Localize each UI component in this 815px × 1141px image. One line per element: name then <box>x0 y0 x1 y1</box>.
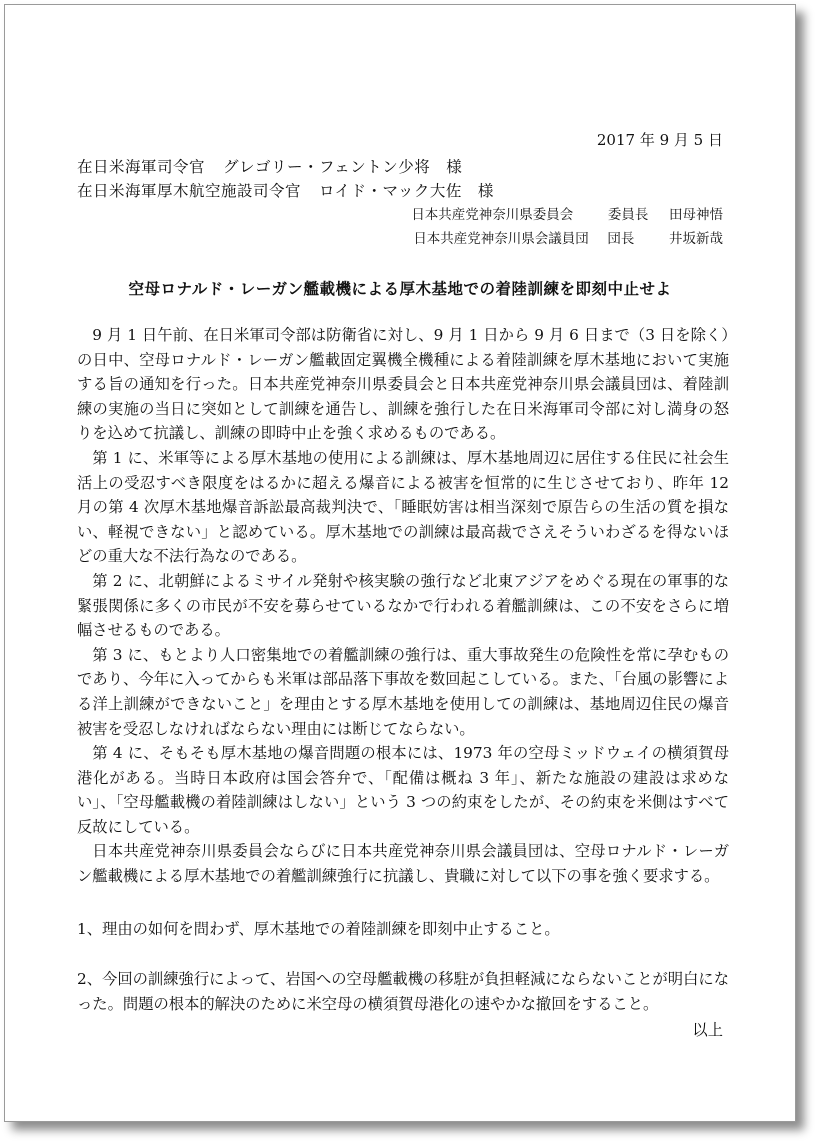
sender-1-org: 日本共産党神奈川県委員会 <box>411 207 574 223</box>
body-paragraph: 第 1 に、米軍等による厚木基地の使用による訓練は、厚木基地周辺に居住する住民に社会生活上の受忍すべき限度をはるかに超える爆音による被害を恒常的に生じさせており、昨年 12 月の第 4 次厚木基地爆音訴訟最高裁判決で、「睡眠妨害は相当深刻で原告らの生活の質を損ない、軽視できない」と認めている。厚木基地での訓練は最高裁でさえそういわざるを得ないほどの重大な不法行為なのである。 <box>77 448 729 566</box>
demand-item-1: 1、理由の如何を問わず、厚木基地での着陸訓練を即刻中止すること。 <box>77 920 560 938</box>
document-title: 空母ロナルド・レーガン艦載機による厚木基地での着陸訓練を即刻中止せよ <box>128 279 672 298</box>
body-paragraph: 9 月 1 日午前、在日米軍司令部は防衛省に対し、9 月 1 日から 9 月 6 日まで（3 日を除く）の日中、空母ロナルド・レーガン艦載固定翼機全機種による着陸訓練を厚木基地において実施する旨の通知を行った。日本共産党神奈川県委員会と日本共産党神奈川県会議員団は、着陸訓練の実施の当日に突如として訓練を通告し、訓練を強行した在日米海軍司令部に対し満身の怒りを込めて抗議し、訓練の即時中止を強く求めるものである。 <box>77 326 729 443</box>
addressee-1 <box>77 155 462 177</box>
document-body <box>77 323 729 889</box>
sender-2 <box>413 227 723 247</box>
sender-1 <box>411 203 723 223</box>
sender-2-org: 日本共産党神奈川県会議員団 <box>413 231 589 247</box>
addressee-2 <box>77 179 494 201</box>
document-page <box>4 4 796 1122</box>
document-date: 2017 年 9 月 5 日 <box>596 131 723 149</box>
body-paragraph: 第 3 に、もとより人口密集地での着艦訓練の強行は、重大事故発生の危険性を常に孕むものであり、今年に入ってからも米軍は部品落下事故を数回起こしている。また、「台風の影響による洋上訓練ができないこと」を理由とする厚木基地を使用しての訓練は、基地周辺住民の爆音被害を受忍しなければならない理由には断じてならない。 <box>77 645 729 738</box>
sender-1-role: 委員長 <box>607 207 649 223</box>
sender-2-role: 団長 <box>607 231 635 247</box>
addressee-2-name: ロイド・マック大佐 様 <box>319 182 494 200</box>
body-paragraph: 第 2 に、北朝鮮によるミサイル発射や核実験の強行など北東アジアをめぐる現在の軍事的な緊張関係に多くの市民が不安を募らせているなかで行われる着艦訓練は、この不安をさらに増幅させるものである。 <box>77 571 729 640</box>
body-paragraph: 日本共産党神奈川県委員会ならびに日本共産党神奈川県会議員団は、空母ロナルド・レーガン艦載機による厚木基地での着艦訓練強行に抗議し、貴職に対して以下の事を強く要求する。 <box>77 842 729 886</box>
addressee-1-title: 在日米海軍司令官 <box>77 158 206 176</box>
addressee-1-name: グレゴリー・フェントン少将 様 <box>223 158 463 176</box>
sender-2-name: 井坂新哉 <box>669 231 723 247</box>
closing-mark: 以上 <box>692 1021 723 1039</box>
sender-1-name: 田母神悟 <box>669 207 723 223</box>
body-paragraph: 第 4 に、そもそも厚木基地の爆音問題の根本には、1973 年の空母ミッドウェイの横須賀母港化がある。当時日本政府は国会答弁で、「配備は概ね 3 年」、新たな施設の建設は求めない」、「空母艦載機の着陸訓練はしない」という 3 つの約束をしたが、その約束を米側はすべて反故にしている。 <box>77 744 729 836</box>
demand-item-2: 2、今回の訓練強行によって、岩国への空母艦載機の移駐が負担軽減にならないことが明白になった。問題の根本的解決のために米空母の横須賀母港化の速やかな撤回をすること。 <box>77 970 729 1013</box>
addressee-2-title: 在日米海軍厚木航空施設司令官 <box>77 182 302 200</box>
